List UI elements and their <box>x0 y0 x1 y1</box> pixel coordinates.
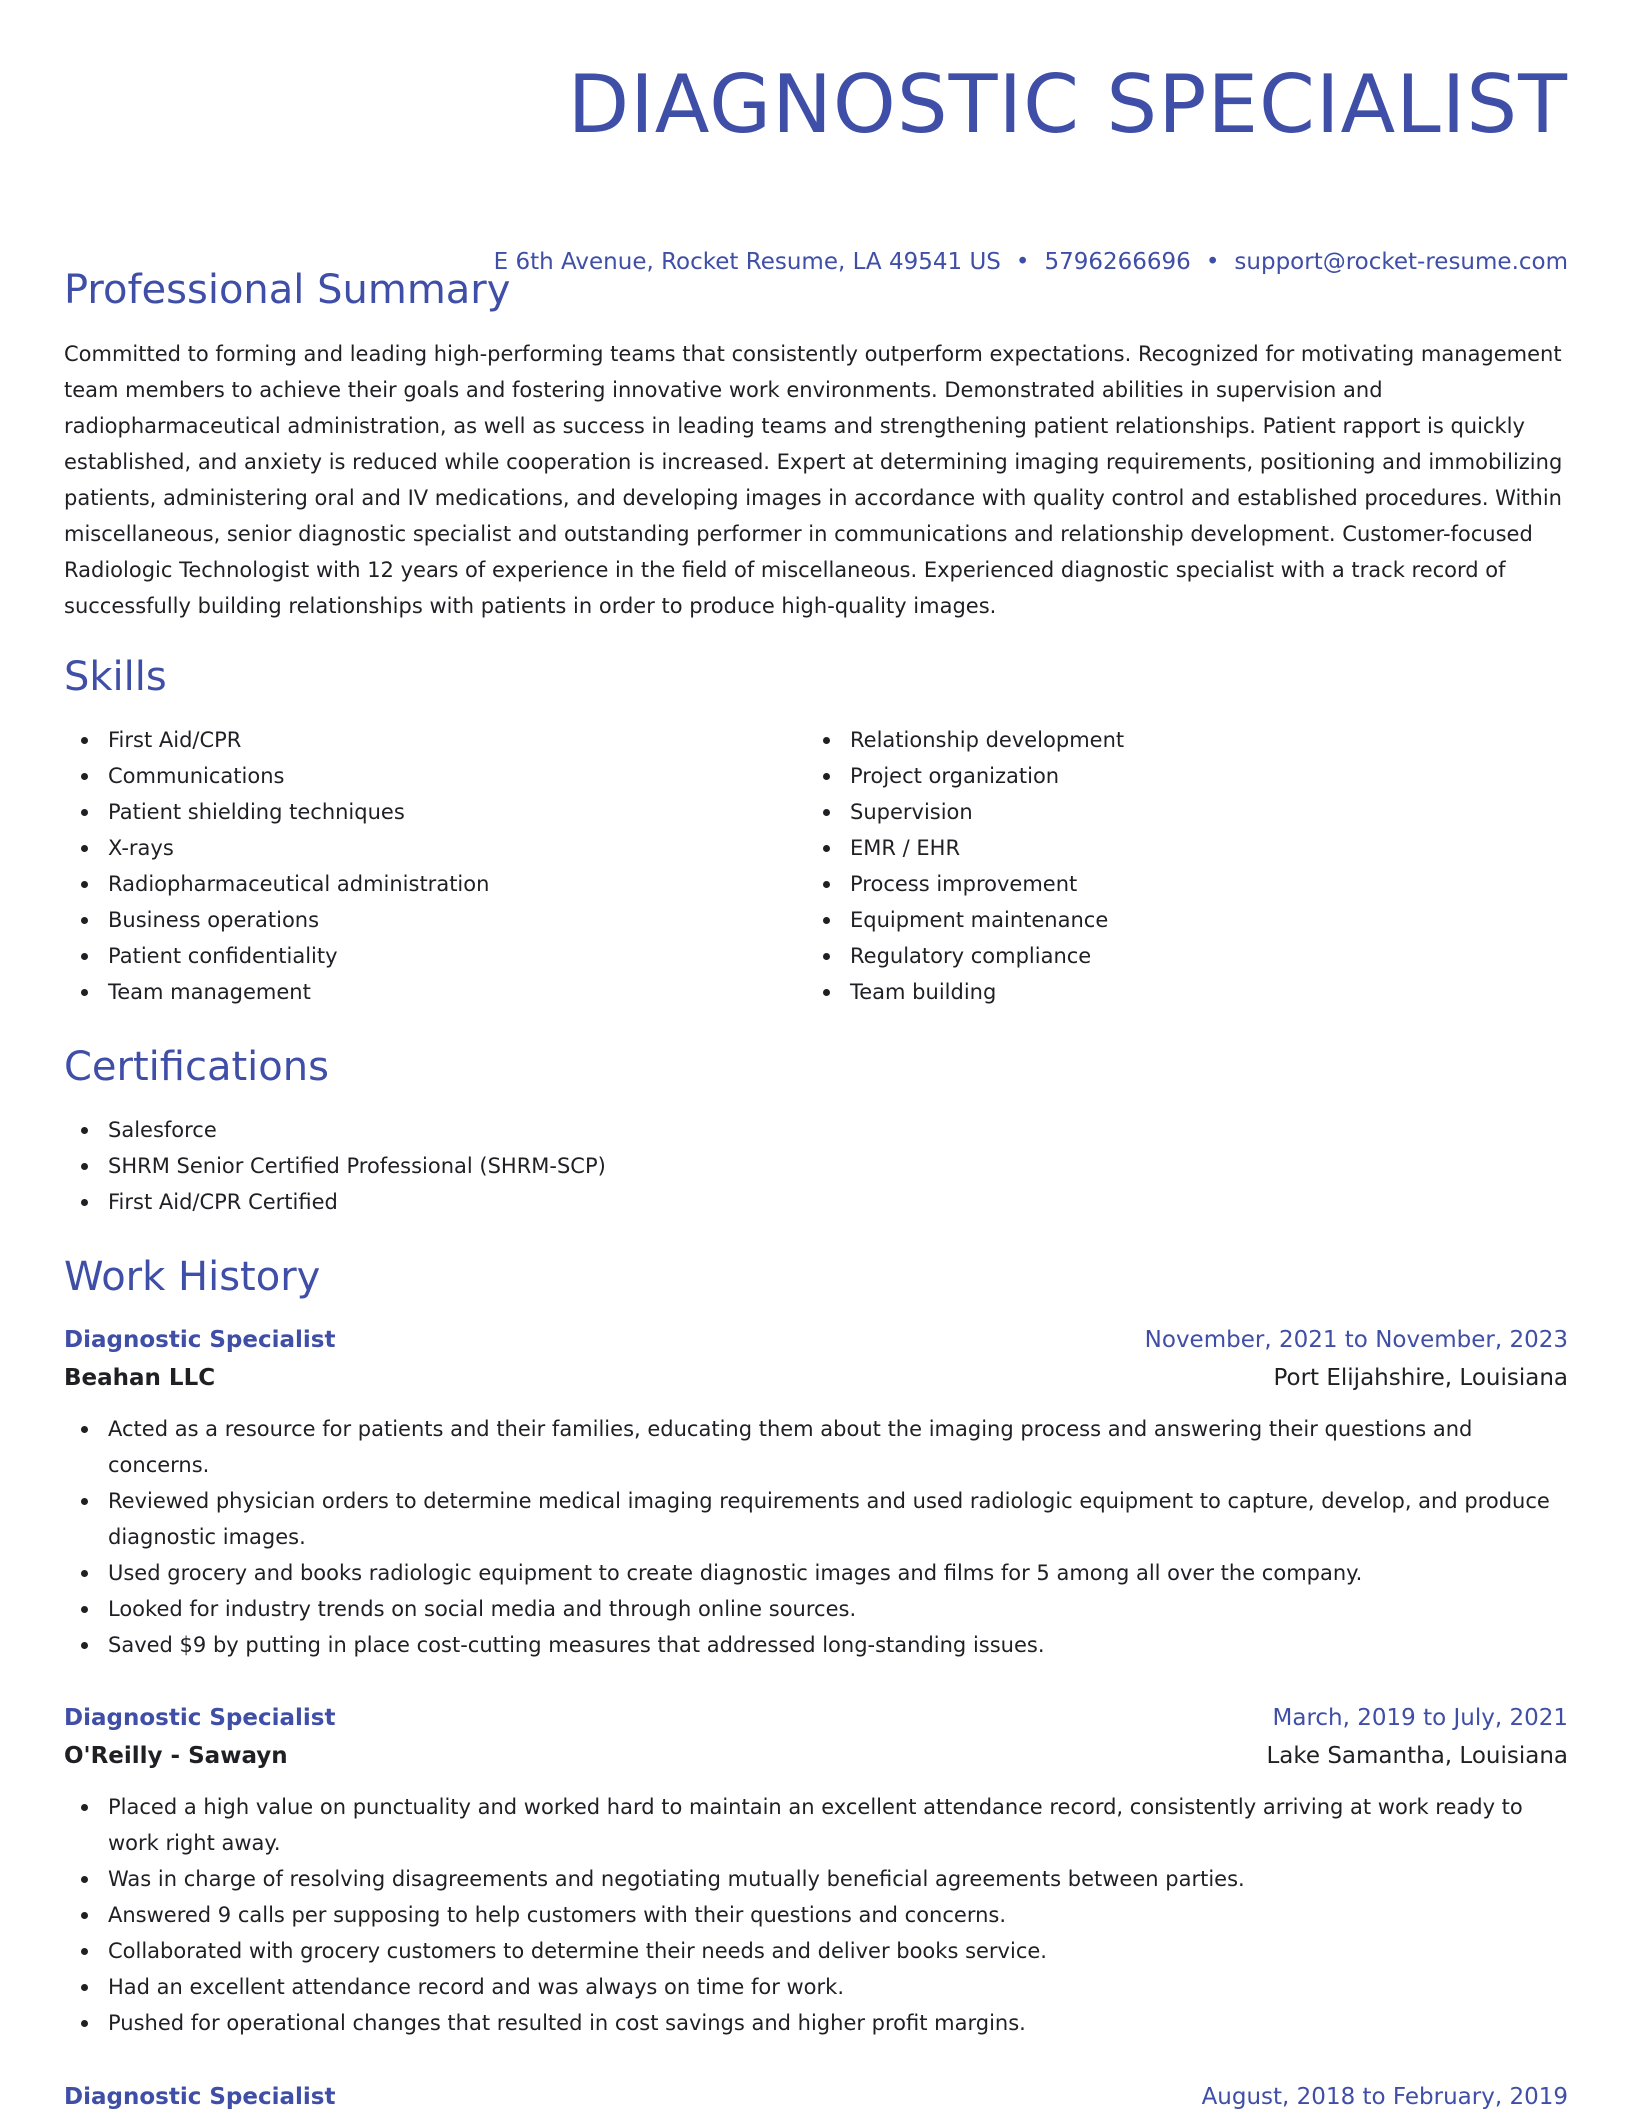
job-title: Diagnostic Specialist <box>64 1327 336 1353</box>
certification-item: First Aid/CPR Certified <box>64 1184 1568 1220</box>
job-duty: Looked for industry trends on social media and through online sources. <box>64 1591 1568 1627</box>
skill-item: Radiopharmaceutical administration <box>64 866 806 902</box>
skills-heading: Skills <box>64 654 167 700</box>
job-location: Lake Samantha, Louisiana <box>1266 1743 1568 1769</box>
skill-item: Team management <box>64 974 806 1010</box>
job-duty: Acted as a resource for patients and their families, educating them about the imaging process and answering their questions and concerns. <box>64 1411 1568 1483</box>
contact-separator: • <box>1015 249 1030 275</box>
contact-separator: • <box>1205 249 1220 275</box>
job-company: Beahan LLC <box>64 1365 216 1391</box>
skill-item: Process improvement <box>806 866 1548 902</box>
job-duties-list <box>64 1411 1568 1663</box>
skill-item: X-rays <box>64 830 806 866</box>
job-duty: Reviewed physician orders to determine medical imaging requirements and used radiologic equipment to capture, develop, and produce diagnostic images. <box>64 1483 1568 1555</box>
job-duty: Used grocery and books radiologic equipment to create diagnostic images and films for 5 among all over the company. <box>64 1555 1568 1591</box>
job-duties-list <box>64 1789 1568 2041</box>
job-entry <box>64 2078 1568 2116</box>
job-title: Diagnostic Specialist <box>64 2084 336 2110</box>
summary-heading: Professional Summary <box>64 267 511 313</box>
job-duty: Saved $9 by putting in place cost-cutting measures that addressed long-standing issues. <box>64 1627 1568 1663</box>
resume-name: DIAGNOSTIC SPECIALIST <box>567 58 1568 151</box>
skill-item: Project organization <box>806 758 1548 794</box>
job-dates: March, 2019 to July, 2021 <box>1272 1705 1568 1731</box>
job-header <box>64 2078 1568 2116</box>
job-entry <box>64 1321 1568 1663</box>
job-location: Port Elijahshire, Louisiana <box>1273 1365 1568 1391</box>
summary-text: Committed to forming and leading high-performing teams that consistently outperform expectations. Recognized for motivating management team members to achieve their goals and fostering innovative work environments. Demonstrated abilities in supervision and radiopharmaceutical administration, as well as success in leading teams and strengthening patient relationships. Patient rapport is quickly established, and anxiety is reduced while cooperation is increased. Expert at determining imaging requirements, positioning and immobilizing patients, administering oral and IV medications, and developing images in accordance with quality control and established procedures. Within miscellaneous, senior diagnostic specialist and outstanding performer in communications and relationship development. Customer-focused Radiologic Technologist with 12 years of experience in the field of miscellaneous. Experienced diagnostic specialist with a track record of successfully building relationships with patients in order to produce high-quality images. <box>64 342 1563 618</box>
contact-line <box>494 247 1568 277</box>
job-entry <box>64 1699 1568 2041</box>
certifications-heading: Certifications <box>64 1044 329 1090</box>
job-duty: Was in charge of resolving disagreements and negotiating mutually beneficial agreements between parties. <box>64 1861 1568 1897</box>
skill-item: Patient confidentiality <box>64 938 806 974</box>
skills-column-right <box>806 722 1548 1010</box>
skill-item: Team building <box>806 974 1548 1010</box>
job-duty: Pushed for operational changes that resulted in cost savings and higher profit margins. <box>64 2005 1568 2041</box>
skills-column-left <box>64 722 806 1010</box>
certification-item: SHRM Senior Certified Professional (SHRM-SCP) <box>64 1148 1568 1184</box>
skill-item: First Aid/CPR <box>64 722 806 758</box>
skill-item: Communications <box>64 758 806 794</box>
skill-item: Regulatory compliance <box>806 938 1548 974</box>
job-header <box>64 1699 1568 1737</box>
skill-item: Patient shielding techniques <box>64 794 806 830</box>
skill-item: Business operations <box>64 902 806 938</box>
job-dates: August, 2018 to February, 2019 <box>1201 2084 1568 2110</box>
job-duty: Answered 9 calls per supposing to help customers with their questions and concerns. <box>64 1897 1568 1933</box>
job-duty: Collaborated with grocery customers to determine their needs and deliver books service. <box>64 1933 1568 1969</box>
contact-phone: 5796266696 <box>1044 249 1191 275</box>
contact-email: support@rocket-resume.com <box>1234 249 1568 275</box>
skill-item: Supervision <box>806 794 1548 830</box>
contact-address: E 6th Avenue, Rocket Resume, LA 49541 US <box>493 249 1001 275</box>
job-title: Diagnostic Specialist <box>64 1705 336 1731</box>
job-subheader <box>64 1359 1568 1397</box>
job-header <box>64 1321 1568 1359</box>
work-history-heading: Work History <box>64 1254 321 1300</box>
skill-item: EMR / EHR <box>806 830 1548 866</box>
certifications-list <box>64 1112 1568 1220</box>
skill-item: Equipment maintenance <box>806 902 1548 938</box>
skills-list <box>64 722 1568 1010</box>
job-dates: November, 2021 to November, 2023 <box>1144 1327 1568 1353</box>
job-company: O'Reilly - Sawayn <box>64 1743 288 1769</box>
job-subheader <box>64 1737 1568 1775</box>
certification-item: Salesforce <box>64 1112 1568 1148</box>
skill-item: Relationship development <box>806 722 1548 758</box>
job-duty: Placed a high value on punctuality and worked hard to maintain an excellent attendance record, consistently arriving at work ready to work right away. <box>64 1789 1568 1861</box>
job-duty: Had an excellent attendance record and was always on time for work. <box>64 1969 1568 2005</box>
